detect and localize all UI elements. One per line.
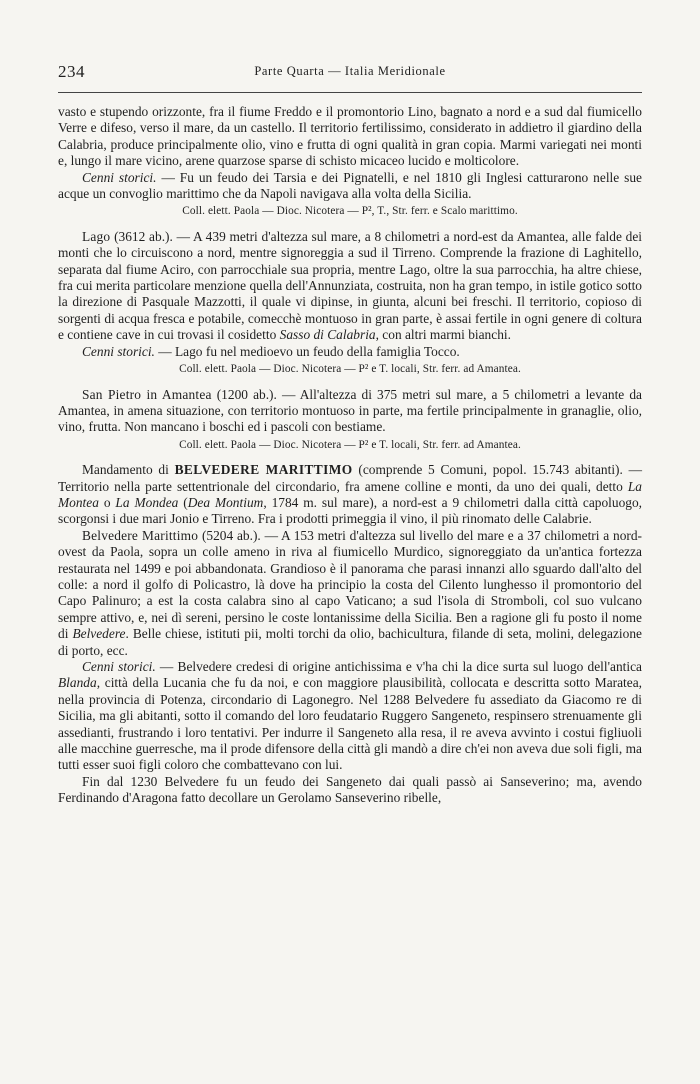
- metadata-line: Coll. elett. Paola — Dioc. Nicotera — P² e T. locali, Str. ferr. ad Amantea.: [179, 438, 521, 451]
- entry-title: Lago: [82, 228, 111, 244]
- paragraph-continuation: vasto e stupendo orizzonte, fra il fiume Freddo e il promontorio Lino, bagnato a nord e a sud dal fiumicello Verre e difeso, verso il mare, da un castello. Il territorio fertilissimo, considerato in addietro il giardino della Calabria, produce principalmente olio, vino e frutta di ogni qualità in gran copia. Marmi variegati nei monti e, lungo il mare vicino, arene quarzose sparse di schisto micaceo lucido e molticolore.: [58, 104, 642, 169]
- text-body: [58, 104, 642, 807]
- entry-belvedere: Belvedere Marittimo (5204 ab.). — A 153 metri d'altezza sul livello del mare e a 37 chilometri a nord-ovest da Paola, sopra un colle ameno in riva al fiumicello Murdico, signoreggiato da un'antica fortezza restaurata nel 1499 e poi abbandonata. Grandioso è il panorama che parasi innanzi allo sguardo dall'alto del colle: a nord il golfo di Policastro, là dove ha principio la costa del Cilento lunghesso il promontorio del Capo Palinuro; a est la costa calabra sino al capo Vaticano; a sud l'isola di Stromboli, col suo vulcano sempre attivo, e, nei dì sereni, persino le coste lontanissime della Sicilia. Ben a ragione gli fu posto il nome di Belvedere. Belle chiese, istituti pii, molti torchi da olio, bachicultura, filande di seta, molini, delegazione di porto, ecc.: [58, 527, 642, 658]
- paragraph-historical-notes: Cenni storici. — Belvedere credesi di origine antichissima e v'ha chi la dice surta sul luogo dell'antica Blanda, città della Lucania che fu da noi, e con maggiore plausibilità, collocata e descritta sotto Maratea, nella provincia di Potenza, circondario di Lagonegro. Nel 1288 Belvedere fu assediato da Giacomo re di Sicilia, ma gli abitanti, sotto il comando del loro feudatario Ruggero Sangeneto, respinsero strenuamente gli assedianti, frustrando i loro tentativi. Per indurre il Sangeneto alla resa, il re aveva avvinto i costui figliuoli alle macchine guerresche, ma il prode difensore della città gli mandò a dire ch'ei non aveva due soli figli, ma tutti esser suoi figli coloro che combattevano con lui.: [58, 659, 643, 773]
- mandamento-title: BELVEDERE MARITTIMO: [174, 462, 353, 478]
- entry-lago: Lago (3612 ab.). — A 439 metri d'altezza sul mare, a 8 chilometri a nord-est da Amantea, alle falde dei monti che lo circuiscono a nord, mentre signoreggia a sud il Tirreno. Comprende la frazione di Laghitello, separata dal fiume Aciro, con parrocchiale sua propria, mentre Lago, oltre la sua parrocchia, ha altre chiese, fra cui merita particolare menzione quella dell'Annunziata, costruita, non ha gran tempo, in istile gotico sotto la direzione di Pasquale Mazzotti, il quale vi dipinse, in giunta, alcuni bei freschi. Il territorio, copioso di sorgenti di acqua fresca e potabile, comecchè montuoso in gran parte, è assai fertile in ogni genere di coltura e contiene cave in cui trovasi il cosidetto Sasso di Calabria, con altri marmi bianchi.: [58, 228, 642, 343]
- entry-title: Belvedere Marittimo: [82, 527, 199, 543]
- historical-notes-label: Cenni storici.: [82, 169, 157, 185]
- metadata-line: Coll. elett. Paola — Dioc. Nicotera — P², T., Str. ferr. e Scalo marittimo.: [182, 205, 518, 218]
- metadata-line: Coll. elett. Paola — Dioc. Nicotera — P² e T. locali, Str. ferr. ad Amantea.: [179, 363, 521, 376]
- header-rule: [58, 92, 642, 93]
- page-number: 234: [58, 62, 85, 81]
- paragraph-final: Fin dal 1230 Belvedere fu un feudo dei Sangeneto dai quali passò ai Sanseverino; ma, avendo Ferdinando d'Aragona fatto decollare un Gerolamo Sanseverino ribelle,: [58, 773, 642, 806]
- entry-mandamento: Mandamento di BELVEDERE MARITTIMO (comprende 5 Comuni, popol. 15.743 abitanti). — Territorio nella parte settentrionale del circondario, fra amene colline e monti, da uno dei quali, detto La Montea o La Mondea (Dea Montium, 1784 m. sul mare), a nord-est a 9 chilometri dalla città capoluogo, scorgonsi i due mari Jonio e Tirreno. Fra i prodotti primeggia il vino, il più rinomato delle Calabrie.: [58, 462, 643, 527]
- entry-san-pietro: San Pietro in Amantea (1200 ab.). — All'altezza di 375 metri sul mare, a 5 chilometri a levante da Amantea, in amena situazione, con territorio montuoso in parte, ma fertile principalmente in granaglie, olio, vino, frutta. Non mancano i boschi ed i pascoli con bestiame.: [58, 386, 642, 435]
- paragraph-historical-notes: Cenni storici. — Lago fu nel medioevo un feudo della famiglia Tocco.: [82, 343, 460, 359]
- entry-title: San Pietro in Amantea: [82, 386, 212, 402]
- page-header: [58, 60, 642, 88]
- running-title: Parte Quarta — Italia Meridionale: [254, 64, 446, 78]
- paragraph-historical-notes: Cenni storici. — Fu un feudo dei Tarsia e dei Pignatelli, e nel 1810 gli Inglesi catturarono nelle sue acque un convoglio marittimo che da Napoli navigava alla volta della Sicilia.: [58, 169, 642, 202]
